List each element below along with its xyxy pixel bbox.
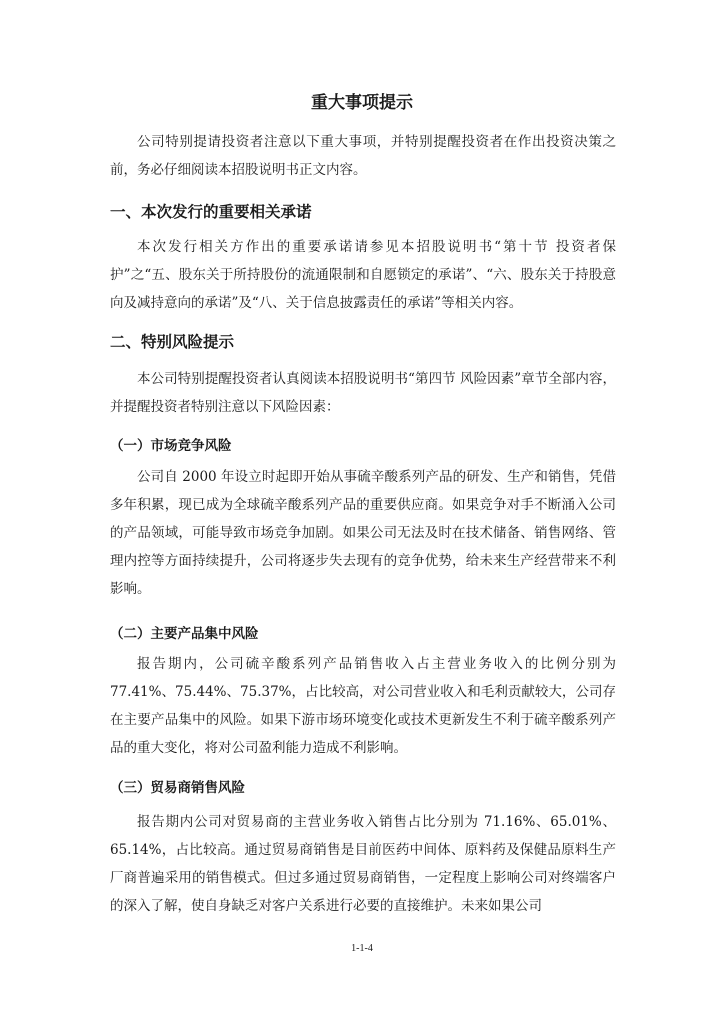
risk-3-heading: （三）贸易商销售风险 [110,780,245,796]
risk-2-paragraph: 报告期内，公司硫辛酸系列产品销售收入占主营业务收入的比例分别为 77.41%、75.44%、75.37%，占比较高，对公司营业收入和毛利贡献较大，公司存在主要产品集中的风险。如果下游市场环境变化或技术更新发生不利于硫辛酸系列产品的重大变化，将对公司盈利能力造成不利影响。 [110,656,616,756]
page-title: 重大事项提示 [311,93,413,113]
section-2-heading: 二、特别风险提示 [110,333,235,351]
risk-2-heading: （二）主要产品集中风险 [110,626,259,642]
page-number: 1-1-4 [351,943,373,954]
section-2-paragraph: 本公司特别提醒投资者认真阅读本招股说明书“第四节 风险因素”章节全部内容，并提醒投资者特别注意以下风险因素： [110,371,616,415]
section-1-heading: 一、本次发行的重要相关承诺 [110,203,312,221]
risk-3-paragraph: 报告期内公司对贸易商的主营业务收入销售占比分别为 71.16%、65.01%、65.14%，占比较高。通过贸易商销售是目前医药中间体、原料药及保健品原料生产厂商普遍采用的销售模式。但过多通过贸易商销售，一定程度上影响公司对终端客户的深入了解，使自身缺乏对客户关系进行必要的直接维护。未来如果公司 [110,814,616,914]
risk-1-paragraph: 公司自 2000 年设立时起即开始从事硫辛酸系列产品的研发、生产和销售，凭借多年积累，现已成为全球硫辛酸系列产品的重要供应商。如果竞争对手不断涌入公司的产品领域，可能导致市场竞争加剧。如果公司无法及时在技术储备、销售网络、管理内控等方面持续提升，公司将逐步失去现有的竞争优势，给未来生产经营带来不利影响。 [110,469,616,597]
risk-1-heading: （一）市场竞争风险 [110,438,232,454]
intro-paragraph: 公司特别提请投资者注意以下重大事项，并特别提醒投资者在作出投资决策之前，务必仔细阅读本招股说明书正文内容。 [110,134,616,178]
section-1-paragraph: 本次发行相关方作出的重要承诺请参见本招股说明书“第十节 投资者保护”之“五、股东关于所持股份的流通限制和自愿锁定的承诺”、“六、股东关于持股意向及减持意向的承诺”及“八、关于信息披露责任的承诺”等相关内容。 [110,239,616,311]
